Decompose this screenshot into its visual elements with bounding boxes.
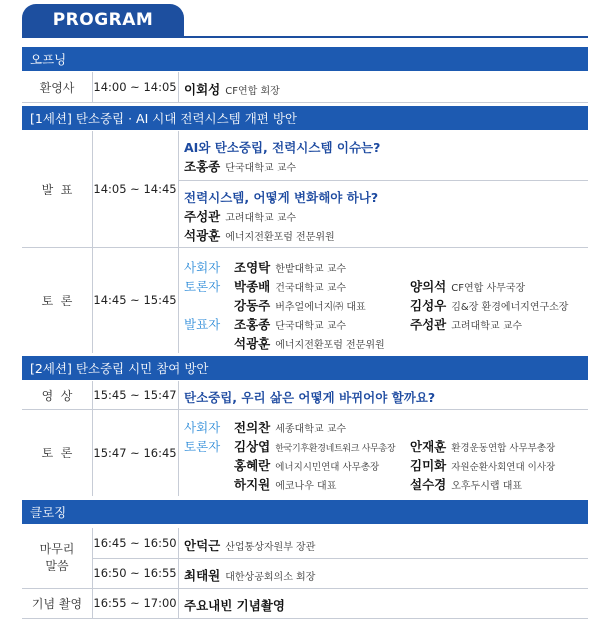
speaker-affiliation: 오후두시랩 대표 bbox=[451, 481, 523, 492]
photo-time: 16:55 ~ 17:00 bbox=[93, 596, 177, 610]
speaker-affiliation: 산업통상자원부 장관 bbox=[225, 542, 316, 553]
program-title: PROGRAM bbox=[22, 4, 184, 36]
speaker-name: 안재훈 bbox=[410, 439, 447, 454]
divider bbox=[178, 72, 179, 102]
role-label: 토론자 bbox=[184, 279, 221, 294]
presenter bbox=[184, 315, 346, 333]
remarks1-time: 16:45 ~ 16:50 bbox=[93, 536, 177, 550]
panelist bbox=[410, 437, 555, 455]
speaker-name: 강동주 bbox=[234, 298, 271, 313]
panelist bbox=[410, 456, 555, 474]
presenter bbox=[184, 334, 385, 352]
presentation-time: 14:05 ~ 14:45 bbox=[93, 182, 177, 196]
speaker-name: 김미화 bbox=[410, 458, 447, 473]
divider bbox=[178, 381, 179, 496]
speaker-affiliation: 단국대학교 교수 bbox=[225, 163, 297, 174]
panelist bbox=[410, 315, 522, 333]
moderator bbox=[184, 418, 346, 436]
speaker-name: 하지원 bbox=[234, 477, 271, 492]
remarks-label-line1: 마무리 bbox=[39, 542, 75, 556]
speaker-name: 김상엽 bbox=[234, 439, 271, 454]
panelist bbox=[184, 475, 336, 493]
speaker-name: 최태원 bbox=[184, 568, 221, 583]
section-session2: [2세션] 탄소중립 시민 참여 방안 bbox=[22, 356, 588, 380]
speaker-affiliation: 자원순환사회연대 이사장 bbox=[451, 462, 556, 473]
divider bbox=[178, 131, 179, 353]
speaker-affiliation: 단국대학교 교수 bbox=[275, 321, 347, 332]
divider bbox=[178, 528, 179, 618]
speaker-affiliation: 한국기후환경네트워크 사무총장 bbox=[275, 444, 396, 454]
presentation-label: 발 표 bbox=[41, 182, 73, 197]
speaker-name: 조홍종 bbox=[184, 159, 221, 174]
role-label: 사회자 bbox=[184, 260, 221, 275]
panelist bbox=[410, 277, 525, 295]
remarks-speaker bbox=[184, 566, 315, 584]
speaker-affiliation: 환경운동연합 사무부총장 bbox=[451, 443, 556, 454]
divider bbox=[92, 72, 93, 102]
video-topic: 탄소중립, 우리 삶은 어떻게 바뀌어야 할까요? bbox=[184, 390, 436, 405]
panelist bbox=[184, 437, 395, 455]
divider bbox=[92, 528, 93, 618]
speaker-name: 전의찬 bbox=[234, 420, 271, 435]
speaker-name: 주성관 bbox=[410, 317, 447, 332]
speaker-affiliation: 에너지전환포럼 전문위원 bbox=[275, 340, 385, 351]
discussion2-label: 토 론 bbox=[41, 446, 73, 460]
speaker-name: 조홍종 bbox=[234, 317, 271, 332]
panelist bbox=[184, 456, 379, 474]
speaker-affiliation: CF연합 회장 bbox=[225, 86, 280, 97]
video-time: 15:45 ~ 15:47 bbox=[93, 388, 177, 402]
presenter bbox=[184, 207, 296, 225]
remarks-label bbox=[22, 528, 92, 588]
speaker-affiliation: 건국대학교 교수 bbox=[275, 283, 347, 294]
divider bbox=[22, 618, 588, 619]
speaker-name: 조영탁 bbox=[234, 260, 271, 275]
section-opening: 오프닝 bbox=[22, 47, 588, 71]
remarks-speaker bbox=[184, 536, 315, 554]
speaker-affiliation: 고려대학교 교수 bbox=[451, 321, 523, 332]
section-session1: [1세션] 탄소중립 · AI 시대 전력시스템 개편 방안 bbox=[22, 106, 588, 130]
speaker-name: 주성관 bbox=[184, 209, 221, 224]
divider bbox=[22, 102, 588, 103]
speaker-affiliation: 대한상공회의소 회장 bbox=[225, 572, 316, 583]
opening-label: 환영사 bbox=[39, 80, 75, 95]
header-rule bbox=[22, 36, 588, 38]
speaker-name: 박종배 bbox=[234, 279, 271, 294]
speaker-affiliation: 고려대학교 교수 bbox=[225, 213, 297, 224]
speaker-affiliation: CF연합 사무국장 bbox=[451, 283, 526, 294]
role-label: 발표자 bbox=[184, 317, 221, 332]
speaker-name: 양의석 bbox=[410, 279, 447, 294]
panelist bbox=[184, 296, 366, 314]
panelist bbox=[410, 296, 568, 314]
speaker-affiliation: 버추얼에너지㈜ 대표 bbox=[275, 302, 366, 313]
speaker-name: 설수경 bbox=[410, 477, 447, 492]
discussion1-time: 14:45 ~ 15:45 bbox=[93, 293, 177, 307]
role-label: 토론자 bbox=[184, 439, 221, 454]
speaker-name: 안덕근 bbox=[184, 538, 221, 553]
speaker-affiliation: 에너지시민연대 사무총장 bbox=[275, 462, 380, 473]
speaker-name: 홍혜란 bbox=[234, 458, 271, 473]
presenter bbox=[184, 226, 335, 244]
panelist bbox=[184, 277, 346, 295]
opening-speaker bbox=[184, 80, 280, 98]
opening-time: 14:00 ~ 14:05 bbox=[93, 80, 177, 94]
divider bbox=[178, 180, 588, 181]
speaker-name: 석광훈 bbox=[234, 336, 271, 351]
speaker-affiliation: 에너지전환포럼 전문위원 bbox=[225, 232, 335, 243]
photo-session bbox=[184, 596, 290, 614]
section-closing: 클로징 bbox=[22, 500, 588, 524]
speaker-name: 김성우 bbox=[410, 298, 447, 313]
topic-power-system: 전력시스템, 어떻게 변화해야 하나? bbox=[184, 190, 379, 205]
divider bbox=[92, 381, 93, 496]
remarks-label-line2: 말씀 bbox=[45, 559, 69, 573]
speaker-affiliation: 김&장 환경에너지연구소장 bbox=[451, 302, 569, 313]
speaker-name: 석광훈 bbox=[184, 228, 221, 243]
speaker-affiliation: 한밭대학교 교수 bbox=[275, 264, 347, 275]
speaker-affiliation: 세종대학교 교수 bbox=[275, 424, 347, 435]
presenter bbox=[184, 157, 296, 175]
role-label: 사회자 bbox=[184, 420, 221, 435]
speaker-name: 이회성 bbox=[184, 82, 221, 97]
topic-ai-carbon: AI와 탄소중립, 전력시스템 이슈는? bbox=[184, 140, 381, 155]
moderator bbox=[184, 258, 346, 276]
panelist bbox=[410, 475, 522, 493]
video-label: 영 상 bbox=[41, 388, 73, 403]
remarks2-time: 16:50 ~ 16:55 bbox=[93, 566, 177, 580]
photo-text: 주요내빈 기념촬영 bbox=[184, 598, 285, 613]
discussion2-time: 15:47 ~ 16:45 bbox=[93, 445, 177, 460]
discussion1-label: 토 론 bbox=[41, 293, 73, 308]
divider bbox=[92, 131, 93, 353]
speaker-affiliation: 에코나우 대표 bbox=[275, 481, 337, 492]
photo-label: 기념 촬영 bbox=[31, 596, 83, 611]
